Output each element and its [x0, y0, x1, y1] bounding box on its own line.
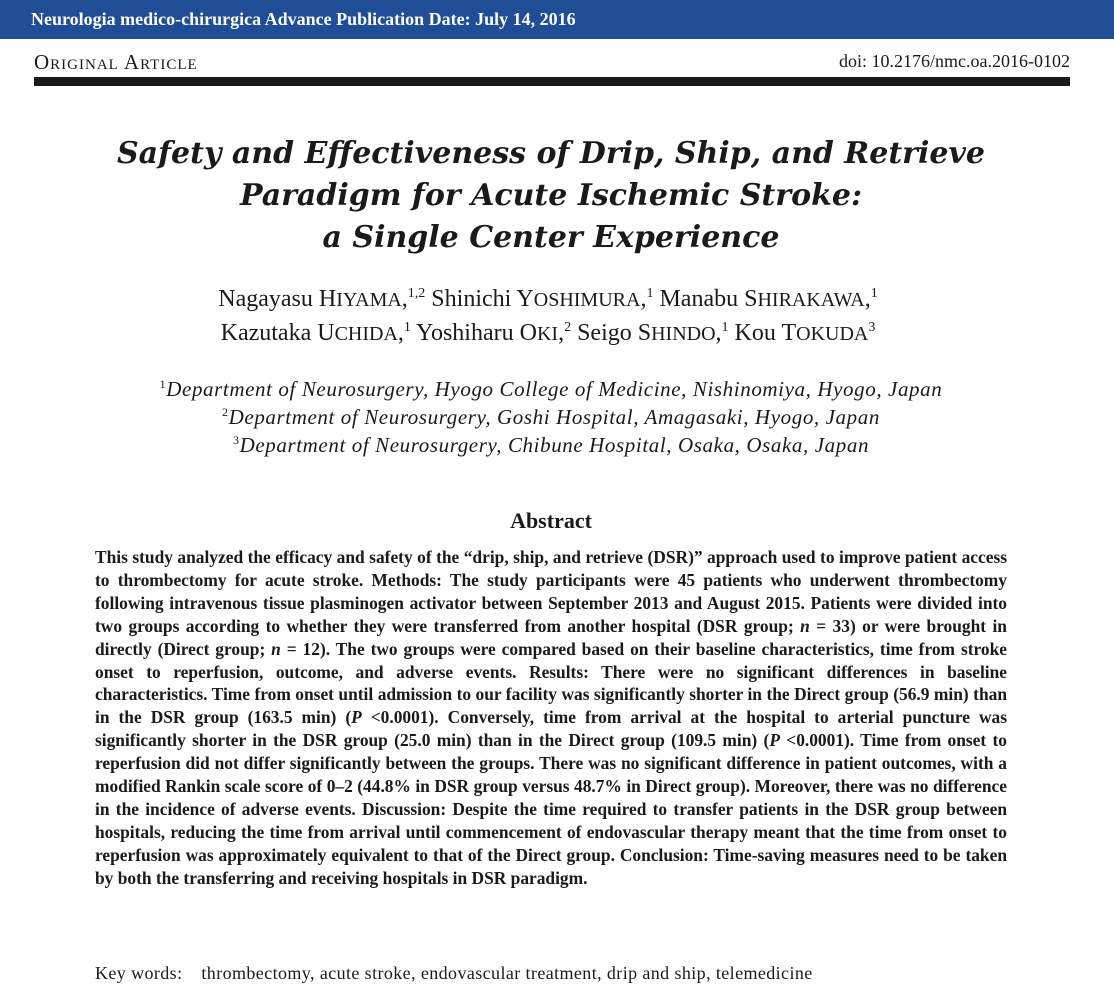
author[interactable]: Manabu SHIRAKAWA,$^1$ [659, 286, 878, 312]
keywords [95, 963, 1055, 984]
article-title [0, 133, 1102, 259]
abstract-heading: Abstract [510, 508, 592, 533]
affiliation-list [0, 377, 1102, 461]
affiliation: $^1$Department of Neurosurgery, Hyogo College of Medicine, Nishinomiya, Hyogo, Japan [159, 377, 943, 401]
journal-publication-line: Neurologia medico-chirurgica Advance Publication Date: July 14, 2016 [31, 9, 576, 29]
title-line: a Single Center Experience [322, 220, 780, 255]
title-line: Safety and Effectiveness of Drip, Ship, and Retrieve [117, 136, 985, 171]
affiliation: $^3$Department of Neurosurgery, Chibune Hospital, Osaka, Osaka, Japan [232, 433, 870, 457]
title-line: Paradigm for Acute Ischemic Stroke: [239, 178, 863, 213]
header-divider [34, 77, 1070, 86]
author[interactable]: Shinichi YOSHIMURA,$^1$ [431, 286, 654, 312]
journal-header-bar [0, 0, 1114, 39]
author-line [0, 318, 1096, 352]
author-line [0, 284, 1096, 318]
author[interactable]: Seigo SHINDO,$^1$ [577, 320, 729, 346]
keywords-label: Key words: [95, 963, 183, 983]
author[interactable]: Kou TOKUDA$^3$ [734, 320, 876, 346]
author[interactable]: Kazutaka UCHIDA,$^1$ [220, 320, 411, 346]
affiliation: $^2$Department of Neurosurgery, Goshi Hospital, Amagasaki, Hyogo, Japan [222, 405, 880, 429]
author-list [0, 284, 1096, 352]
keywords-list: thrombectomy, acute stroke, endovascular treatment, drip and ship, telemedicine [201, 963, 813, 983]
article-type-label: Original Article [34, 50, 198, 74]
abstract-text: This study analyzed the efficacy and safety of the “drip, ship, and retrieve (DSR)” approach used to improve patient access to thrombectomy for acute stroke. Methods: The study participants were 45 patients who underwent thrombectomy following intravenous tissue plasminogen activator between September 2013 and August 2015. Patients were divided into two groups according to whether they were transferred from another hospital (DSR group; n = 33) or were brought in directly (Direct group; n = 12). The two groups were compared based on their baseline characteristics, time from stroke onset to reperfusion, outcome, and adverse events. Results: There were no significant differences in baseline characteristics. Time from onset until admission to our facility was significantly shorter in the Direct group (56.9 min) than in the DSR group (163.5 min) (P <0.0001). Conversely, time from arrival at the hospital to arterial puncture was significantly shorter in the DSR group (25.0 min) than in the Direct group (109.5 min) (P <0.0001). Time from onset to reperfusion did not differ significantly between the groups. There was no significant difference in patient outcomes, with a modified Rankin scale score of 0–2 (44.8% in DSR group versus 48.7% in Direct group). Moreover, there was no difference in the incidence of adverse events. Discussion: Despite the time required to transfer patients in the DSR group between hospitals, reducing the time from arrival until commencement of endovascular therapy meant that the time from onset to reperfusion was approximately equivalent to that of the Direct group. Conclusion: Time-saving measures need to be taken by both the transferring and receiving hospitals in DSR paradigm. [95, 547, 1008, 888]
doi-link[interactable]: doi: 10.2176/nmc.oa.2016-0102 [839, 51, 1070, 71]
author[interactable]: Nagayasu HIYAMA,$^{1,2}$ [218, 286, 426, 312]
author[interactable]: Yoshiharu OKI,$^2$ [416, 320, 572, 346]
